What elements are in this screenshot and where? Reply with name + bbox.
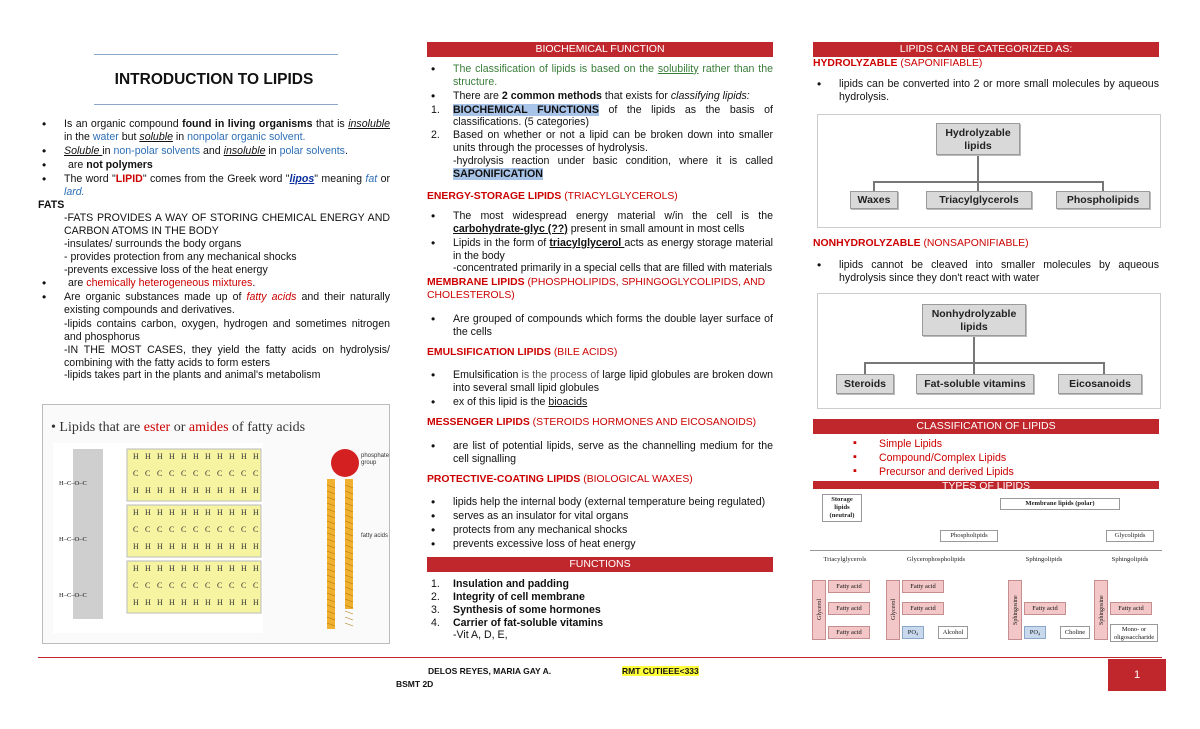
chain-atom: H bbox=[205, 564, 211, 573]
diagram-root: Nonhydrolyzable lipids bbox=[922, 304, 1026, 336]
chain-atom: C bbox=[241, 581, 247, 590]
list-item: • prevents excessive loss of heat energy bbox=[427, 538, 773, 551]
header-types: TYPES OF LIPIDS bbox=[813, 481, 1159, 489]
diagram-child: Triacylglycerols bbox=[926, 191, 1032, 209]
energy-storage-heading: ENERGY-STORAGE LIPIDS (TRIACYLGLYCEROLS) bbox=[427, 191, 678, 203]
hydrolyzable-list bbox=[813, 78, 1159, 104]
chain-atom: H bbox=[229, 452, 235, 461]
energy-storage-list bbox=[427, 210, 773, 276]
tail-segment bbox=[345, 611, 353, 614]
list-item: • are chemically heterogeneous mixtures. bbox=[38, 277, 390, 290]
chain-atom: C bbox=[181, 525, 187, 534]
diagram-child: Waxes bbox=[850, 191, 898, 209]
chain-atom: H bbox=[145, 564, 151, 573]
chain-atom: C bbox=[157, 469, 163, 478]
chain-atom: H bbox=[241, 508, 247, 517]
glycerol-bar: Glycerol bbox=[886, 580, 900, 640]
chain-atom: H bbox=[205, 508, 211, 517]
fatty-acid-box: Fatty acid bbox=[902, 602, 944, 615]
list-item: 2. Based on whether or not a lipid can be broken down into smaller units through the processes of hydrolysis. -hydrolysis reaction under basic condition, where it is called SAPONIFICATION bbox=[431, 129, 773, 181]
chain-atom: H bbox=[193, 564, 199, 573]
sphingolipids-label: Sphingolipids bbox=[1025, 556, 1063, 563]
chain-atom: C bbox=[145, 525, 151, 534]
fats-line: -prevents excessive loss of the heat energy bbox=[64, 264, 268, 277]
intro-list-2 bbox=[38, 277, 390, 317]
chain-atom: H bbox=[205, 486, 211, 495]
header-categorized: LIPIDS CAN BE CATEGORIZED AS: bbox=[813, 42, 1159, 57]
ester-row-labels: H–C–O–C H–C–O–C H–C–O–C bbox=[59, 480, 87, 599]
list-item: 3. Synthesis of some hormones bbox=[431, 603, 601, 616]
chain-atom: C bbox=[169, 525, 175, 534]
membrane-lipids-box: Membrane lipids (polar) bbox=[1000, 498, 1120, 510]
chain-atom: H bbox=[181, 452, 187, 461]
triacylglycerols-label: Triacylglycerols bbox=[823, 556, 867, 563]
chain-atom: H bbox=[253, 452, 259, 461]
column-biochemical-function bbox=[427, 42, 773, 642]
functions-sub: -Vit A, D, E, bbox=[453, 629, 508, 642]
diagram-child: Steroids bbox=[836, 374, 894, 394]
list-item: • The word "LIPID" comes from the Greek word "lipos" meaning fat or lard. bbox=[38, 173, 390, 199]
lipid-line: -lipids contains carbon, oxygen, hydrogen and sometimes nitrogen and phosphorus bbox=[64, 317, 390, 343]
chain-atom: H bbox=[217, 542, 223, 551]
illustration-caption: • Lipids that are ester or amides of fatty acids bbox=[51, 420, 306, 435]
footer-author: DELOS REYES, MARIA GAY A. bbox=[428, 666, 552, 676]
chain-atom: H bbox=[133, 564, 139, 573]
intro-list bbox=[38, 118, 390, 199]
chain-atom: H bbox=[241, 452, 247, 461]
chain-atom: H bbox=[193, 508, 199, 517]
list-item: • lipids can be converted into 2 or more small molecules by aqueous hydrolysis. bbox=[813, 78, 1159, 104]
functions-list bbox=[427, 578, 773, 630]
header-biochemical-function: BIOCHEMICAL FUNCTION bbox=[427, 42, 773, 57]
list-item: • The most widespread energy material w/in the cell is the carbohydrate-glyc (??) present in small amount in most cells bbox=[427, 210, 773, 236]
nonhydrolyzable-heading: NONHYDROLYZABLE (NONSAPONIFIABLE) bbox=[813, 238, 1029, 250]
list-item: • Soluble in non-polar solvents and insoluble in polar solvents. bbox=[38, 145, 390, 158]
biochem-methods bbox=[427, 104, 773, 182]
chain-atom: H bbox=[181, 508, 187, 517]
chain-atom: C bbox=[229, 469, 235, 478]
protective-list bbox=[427, 496, 773, 551]
chain-atom: H bbox=[217, 486, 223, 495]
column-categories bbox=[813, 42, 1159, 495]
chain-atom: H bbox=[193, 542, 199, 551]
chain-atom: H bbox=[229, 542, 235, 551]
chain-atom: H bbox=[193, 452, 199, 461]
footer-course: BSMT 2D bbox=[396, 679, 434, 689]
storage-lipids-box: Storage lipids (neutral) bbox=[822, 494, 862, 522]
mono-saccharide-box: Mono- or oligosaccharide bbox=[1110, 624, 1158, 642]
lipid-line: -IN THE MOST CASES, they yield the fatty acids on hydrolysis/ combining with the fatty acids to form esters bbox=[64, 343, 390, 369]
fats-line: - provides protection from any mechanical shocks bbox=[64, 251, 297, 264]
list-item: 2. Integrity of cell membrane bbox=[431, 590, 585, 603]
list-item: • Lipids in the form of triacylglycerol acts as energy storage material in the body -concentrated primarily in a special cells that are filled with materials bbox=[427, 237, 773, 276]
chain-atom: H bbox=[145, 452, 151, 461]
header-functions: FUNCTIONS bbox=[427, 557, 773, 572]
list-item: • are not polymers bbox=[38, 159, 390, 172]
chain-atom: H bbox=[253, 564, 259, 573]
classification-list bbox=[813, 438, 1159, 479]
list-item: • are list of potential lipids, serve as the channelling medium for the cell signalling bbox=[427, 440, 773, 466]
chain-atom: H bbox=[229, 508, 235, 517]
chain-atom: C bbox=[169, 469, 175, 478]
chain-atom: H bbox=[181, 598, 187, 607]
fatty-acid-box: Fatty acid bbox=[828, 602, 870, 615]
fatty-acid-box: Fatty acid bbox=[828, 626, 870, 639]
chain-atom: H bbox=[205, 542, 211, 551]
chain-atom: H bbox=[217, 598, 223, 607]
chain-atom: H bbox=[157, 564, 163, 573]
list-item: • There are 2 common methods that exists for classifying lipids: bbox=[427, 90, 773, 103]
chain-atom: C bbox=[157, 525, 163, 534]
fats-heading: FATS bbox=[38, 199, 65, 212]
page-title: INTRODUCTION TO LIPIDS bbox=[114, 71, 314, 88]
list-item: 4. Carrier of fat-soluble vitamins bbox=[431, 616, 604, 629]
chain-atom: H bbox=[229, 598, 235, 607]
biochem-list bbox=[427, 63, 773, 103]
chain-atom: H bbox=[157, 542, 163, 551]
chain-atom: C bbox=[133, 469, 139, 478]
chain-atom: H bbox=[133, 542, 139, 551]
list-item: • The classification of lipids is based on the solubility rather than the structure. bbox=[427, 63, 773, 89]
chain-atom: H bbox=[169, 564, 175, 573]
diagram-child: Fat-soluble vitamins bbox=[916, 374, 1034, 394]
chain-atom: C bbox=[205, 469, 211, 478]
sphingosine-bar: Sphingosine bbox=[1008, 580, 1022, 640]
chain-atom: H bbox=[241, 564, 247, 573]
chain-atom: H bbox=[253, 542, 259, 551]
chain-atom: C bbox=[253, 525, 259, 534]
list-item: • lipids cannot be cleaved into smaller molecules by aqueous hydrolysis since they don't react with water bbox=[813, 259, 1159, 285]
fatty-acid-box: Fatty acid bbox=[1024, 602, 1066, 615]
fatty-acid-illustration bbox=[42, 404, 390, 644]
chain-atom: H bbox=[181, 542, 187, 551]
chain-atom: C bbox=[193, 469, 199, 478]
chain-atom: H bbox=[253, 486, 259, 495]
diagram-child: Phospholipids bbox=[1056, 191, 1150, 209]
chain-atom: C bbox=[205, 581, 211, 590]
chain-atom: H bbox=[229, 564, 235, 573]
choline-box: Choline bbox=[1060, 626, 1090, 639]
triglyceride-structure bbox=[43, 405, 390, 644]
membrane-list bbox=[427, 313, 773, 339]
fatty-acid-box: Fatty acid bbox=[1110, 602, 1152, 615]
chain-atom: H bbox=[145, 486, 151, 495]
chain-atom: H bbox=[157, 452, 163, 461]
list-item: • lipids help the internal body (external temperature being regulated) bbox=[427, 496, 773, 509]
chain-atom: C bbox=[253, 469, 259, 478]
fats-line: -FATS PROVIDES A WAY OF STORING CHEMICAL ENERGY AND CARBON ATOMS IN THE BODY bbox=[64, 212, 390, 238]
nonhydrolyzable-list bbox=[813, 259, 1159, 285]
chain-atom: H bbox=[169, 452, 175, 461]
phospholipids-box: Phospholipids bbox=[940, 530, 998, 542]
footer-tag: RMT CUTIEEE<333 bbox=[622, 666, 699, 676]
chain-atom: H bbox=[169, 486, 175, 495]
chain-atom: H bbox=[133, 452, 139, 461]
chain-atom: C bbox=[241, 525, 247, 534]
column-introduction bbox=[38, 42, 390, 382]
list-item: • serves as an insulator for vital organs bbox=[427, 510, 773, 523]
title-rule-top bbox=[94, 54, 338, 55]
chain-atom: C bbox=[145, 581, 151, 590]
chain-atom: H bbox=[217, 508, 223, 517]
chain-atom: C bbox=[217, 469, 223, 478]
chain-atom: H bbox=[133, 598, 139, 607]
chain-atom: C bbox=[193, 525, 199, 534]
fatty-acids-label: fatty acids bbox=[361, 533, 389, 539]
membrane-heading: MEMBRANE LIPIDS (PHOSPHOLIPIDS, SPHINGOGLYCOLIPIDS, AND CHOLESTEROLS) bbox=[427, 277, 766, 302]
chain-atom: H bbox=[241, 486, 247, 495]
chain-atom: C bbox=[169, 581, 175, 590]
list-item: • Is an organic compound found in living organisms that is insoluble in the water but soluble in nonpolar organic solvent. bbox=[38, 118, 390, 144]
fatty-acid-box: Fatty acid bbox=[828, 580, 870, 593]
chain-atom: C bbox=[217, 525, 223, 534]
chain-atom: H bbox=[133, 508, 139, 517]
chain-atom: H bbox=[157, 598, 163, 607]
alcohol-box: Alcohol bbox=[938, 626, 968, 639]
fats-line: -insulates/ surrounds the body organs bbox=[64, 238, 242, 251]
messenger-list bbox=[427, 440, 773, 466]
po4-box: PO₄ bbox=[1024, 626, 1046, 639]
emulsification-list bbox=[427, 369, 773, 409]
emulsification-heading: EMULSIFICATION LIPIDS (BILE ACIDS) bbox=[427, 346, 618, 358]
chain-atom: H bbox=[241, 598, 247, 607]
chain-atom: C bbox=[157, 581, 163, 590]
chain-atom: H bbox=[193, 598, 199, 607]
chain-atom: H bbox=[145, 542, 151, 551]
tail-segment bbox=[345, 617, 353, 620]
chain-atom: C bbox=[253, 581, 259, 590]
chain-atom: H bbox=[229, 486, 235, 495]
types-of-lipids-chart bbox=[810, 484, 1162, 649]
glycolipids-box: Glycolipids bbox=[1106, 530, 1154, 542]
nonhydrolyzable-diagram bbox=[817, 293, 1161, 409]
hydrolyzable-heading: HYDROLYZABLE (SAPONIFIABLE) bbox=[813, 57, 983, 69]
chain-atom: H bbox=[169, 542, 175, 551]
chain-atom: C bbox=[133, 581, 139, 590]
chain-atom: H bbox=[181, 486, 187, 495]
chain-atom: H bbox=[169, 508, 175, 517]
chain-atom: C bbox=[181, 581, 187, 590]
lipid-line: -lipids takes part in the plants and animal's metabolism bbox=[64, 369, 321, 382]
chain-atom: H bbox=[253, 508, 259, 517]
list-item: 1. Insulation and padding bbox=[431, 577, 569, 590]
title-rule-bottom bbox=[94, 104, 338, 105]
chain-atom: C bbox=[229, 525, 235, 534]
footer-divider bbox=[38, 657, 1162, 658]
chain-atom: H bbox=[181, 564, 187, 573]
sphingolipids-label-2: Sphingolipids bbox=[1111, 556, 1149, 563]
list-item: • Are organic substances made up of fatty acids and their naturally existing compounds and derivatives. bbox=[38, 291, 390, 317]
phosphate-label: phosphate group bbox=[361, 453, 390, 467]
messenger-heading: MESSENGER LIPIDS (STEROIDS HORMONES AND EICOSANOIDS) bbox=[427, 417, 757, 429]
tail-segment bbox=[345, 623, 353, 626]
chain-atom: C bbox=[205, 525, 211, 534]
chain-atom: C bbox=[229, 581, 235, 590]
chain-atom: H bbox=[157, 508, 163, 517]
list-item: ▪ Simple Lipids bbox=[813, 438, 1159, 451]
sphingosine-bar: Sphingosine bbox=[1094, 580, 1108, 640]
list-item: • Emulsification is the process of large lipid globules are broken down into several small lipid globules bbox=[427, 369, 773, 395]
list-item: • Are grouped of compounds which forms the double layer surface of the cells bbox=[427, 313, 773, 339]
list-item: • protects from any mechanical shocks bbox=[427, 524, 773, 537]
header-classification: CLASSIFICATION OF LIPIDS bbox=[813, 419, 1159, 434]
glycerol-bar: Glycerol bbox=[812, 580, 826, 640]
chain-atom: C bbox=[241, 469, 247, 478]
protective-heading: PROTECTIVE-COATING LIPIDS (BIOLOGICAL WAXES) bbox=[427, 473, 693, 485]
chain-atom: H bbox=[193, 486, 199, 495]
chain-atom: H bbox=[217, 564, 223, 573]
chain-atom: H bbox=[205, 598, 211, 607]
page-number: 1 bbox=[1108, 659, 1166, 691]
chain-atom: C bbox=[181, 469, 187, 478]
chain-atom: C bbox=[217, 581, 223, 590]
chain-atom: H bbox=[169, 598, 175, 607]
po4-box: PO₄ bbox=[902, 626, 924, 639]
chain-atom: H bbox=[145, 508, 151, 517]
chain-atom: C bbox=[133, 525, 139, 534]
list-item: ▪ Precursor and derived Lipids bbox=[813, 466, 1159, 479]
chain-atom: C bbox=[145, 469, 151, 478]
list-item: 1. BIOCHEMICAL FUNCTIONS of the lipids as the basis of classifications. (5 categories) bbox=[431, 103, 773, 129]
hydrolyzable-diagram bbox=[817, 114, 1161, 228]
chain-atom: H bbox=[133, 486, 139, 495]
chain-atom: C bbox=[193, 581, 199, 590]
glycerophospholipids-label: Glycerophospholipids bbox=[906, 556, 966, 563]
chain-atom: H bbox=[145, 598, 151, 607]
diagram-child: Eicosanoids bbox=[1058, 374, 1142, 394]
chain-atom: H bbox=[241, 542, 247, 551]
list-item: • ex of this lipid is the bioacids bbox=[427, 396, 773, 409]
list-item: ▪ Compound/Complex Lipids bbox=[813, 452, 1159, 465]
chain-atom: H bbox=[157, 486, 163, 495]
fatty-acid-box: Fatty acid bbox=[902, 580, 944, 593]
chain-atom: H bbox=[253, 598, 259, 607]
diagram-root: Hydrolyzable lipids bbox=[936, 123, 1020, 155]
chain-atom: H bbox=[205, 452, 211, 461]
chain-atom: H bbox=[217, 452, 223, 461]
